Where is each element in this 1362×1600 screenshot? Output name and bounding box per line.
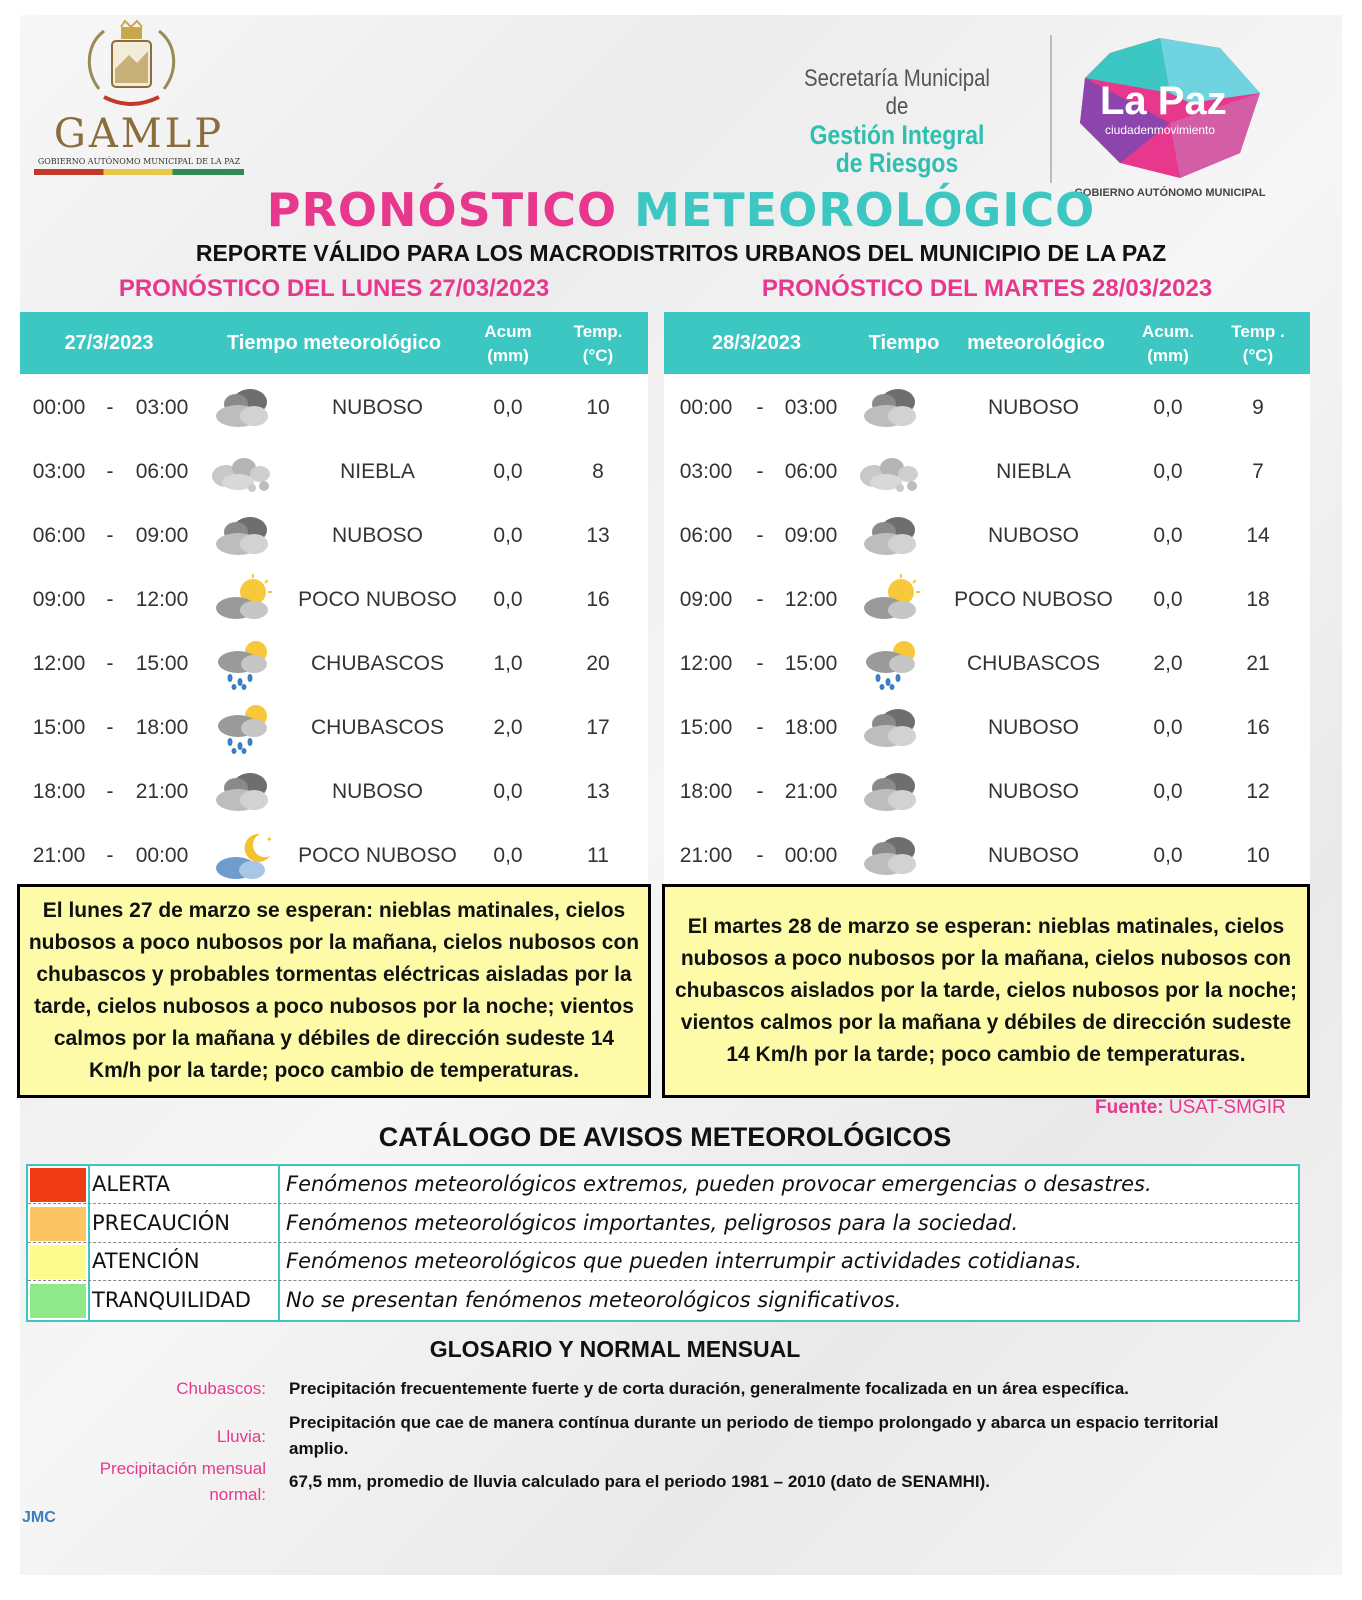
partly-cloudy-icon bbox=[856, 574, 926, 626]
showers-icon bbox=[208, 702, 278, 754]
glossary-def-normal: 67,5 mm, promedio de lluvia calculado para el periodo 1981 – 2010 (dato de SENAMHI). bbox=[289, 1472, 991, 1491]
condition: NUBOSO bbox=[987, 524, 1079, 547]
time-from: 21:00 bbox=[679, 844, 733, 867]
temperature: 10 bbox=[586, 396, 610, 419]
temperature: 18 bbox=[1246, 588, 1270, 611]
col-acum-unit: (mm) bbox=[1147, 346, 1189, 365]
condition: NUBOSO bbox=[987, 716, 1079, 739]
table-row bbox=[664, 440, 1310, 504]
time-separator: - bbox=[756, 588, 764, 611]
time-separator: - bbox=[106, 588, 114, 611]
precipitation: 1,0 bbox=[493, 652, 523, 675]
title-part-1: PRONÓSTICO bbox=[266, 183, 618, 237]
day-heading-monday: PRONÓSTICO DEL LUNES 27/03/2023 bbox=[118, 275, 550, 302]
glossary-term-normal-2: normal: bbox=[209, 1485, 266, 1504]
forecast-table-tuesday bbox=[664, 312, 1310, 885]
catalog-row bbox=[28, 1282, 1298, 1320]
col-date: 27/3/2023 bbox=[64, 332, 154, 354]
fog-icon bbox=[208, 446, 278, 498]
flag-stripe bbox=[34, 169, 244, 175]
precipitation: 2,0 bbox=[493, 716, 523, 739]
temperature: 10 bbox=[1246, 844, 1270, 867]
cloudy-icon bbox=[856, 830, 926, 882]
precipitation: 2,0 bbox=[1153, 652, 1183, 675]
time-to: 06:00 bbox=[135, 460, 189, 483]
col-acum-label: Acum. bbox=[1142, 322, 1194, 341]
col-temp bbox=[1220, 320, 1296, 368]
level-color-swatch bbox=[30, 1168, 86, 1202]
cloudy-icon bbox=[208, 766, 278, 818]
time-separator: - bbox=[756, 524, 764, 547]
condition: POCO NUBOSO bbox=[298, 844, 457, 867]
time-from: 12:00 bbox=[32, 652, 86, 675]
temperature: 14 bbox=[1246, 524, 1270, 547]
glossary-term-normal-1: Precipitación mensual bbox=[99, 1459, 266, 1478]
time-separator: - bbox=[756, 716, 764, 739]
time-separator: - bbox=[106, 780, 114, 803]
time-to: 00:00 bbox=[135, 844, 189, 867]
smgir-line2: Gestión Integral bbox=[809, 120, 985, 150]
time-to: 21:00 bbox=[135, 780, 189, 803]
col-acum-label: Acum bbox=[484, 322, 532, 341]
time-to: 09:00 bbox=[135, 524, 189, 547]
cloudy-icon bbox=[856, 510, 926, 562]
temperature: 7 bbox=[1252, 460, 1264, 483]
gamlp-subtitle: GOBIERNO AUTÓNOMO MUNICIPAL DE LA PAZ bbox=[37, 157, 241, 166]
page-subtitle: REPORTE VÁLIDO PARA LOS MACRODISTRITOS URBANOS DEL MUNICIPIO DE LA PAZ bbox=[195, 240, 1167, 266]
table-row bbox=[664, 504, 1310, 568]
col-temp-unit: (°C) bbox=[582, 346, 614, 365]
time-from: 09:00 bbox=[32, 588, 86, 611]
precipitation: 0,0 bbox=[493, 460, 523, 483]
condition: CHUBASCOS bbox=[310, 716, 445, 739]
precipitation: 0,0 bbox=[1153, 524, 1183, 547]
temperature: 13 bbox=[586, 780, 610, 803]
table-row bbox=[20, 632, 648, 696]
level-name: ATENCIÓN bbox=[92, 1249, 200, 1273]
condition: NIEBLA bbox=[996, 460, 1071, 483]
time-separator: - bbox=[106, 652, 114, 675]
table-row bbox=[20, 504, 648, 568]
glossary-term-lluvia: Lluvia: bbox=[216, 1427, 266, 1446]
time-from: 18:00 bbox=[679, 780, 733, 803]
table-row bbox=[664, 632, 1310, 696]
time-from: 03:00 bbox=[679, 460, 733, 483]
time-separator: - bbox=[106, 716, 114, 739]
col-weather: Tiempo meteorológico bbox=[226, 332, 442, 354]
table-row bbox=[20, 760, 648, 824]
catalog-row bbox=[28, 1166, 1298, 1204]
time-separator: - bbox=[756, 844, 764, 867]
time-from: 21:00 bbox=[32, 844, 86, 867]
smgir-line3: de Riesgos bbox=[835, 148, 959, 178]
time-separator: - bbox=[756, 396, 764, 419]
showers-icon bbox=[856, 638, 926, 690]
col-acum bbox=[470, 320, 546, 368]
time-from: 15:00 bbox=[679, 716, 733, 739]
time-separator: - bbox=[756, 780, 764, 803]
time-to: 12:00 bbox=[784, 588, 838, 611]
fog-icon bbox=[856, 446, 926, 498]
smgir-logo bbox=[772, 65, 1022, 177]
precipitation: 0,0 bbox=[493, 780, 523, 803]
time-to: 03:00 bbox=[135, 396, 189, 419]
time-to: 09:00 bbox=[784, 524, 838, 547]
catalog-row bbox=[28, 1205, 1298, 1243]
temperature: 21 bbox=[1246, 652, 1270, 675]
condition: NUBOSO bbox=[331, 780, 423, 803]
table-row bbox=[20, 440, 648, 504]
cloudy-icon bbox=[856, 382, 926, 434]
time-to: 03:00 bbox=[784, 396, 838, 419]
cloudy-icon bbox=[856, 766, 926, 818]
condition: CHUBASCOS bbox=[310, 652, 445, 675]
table-header bbox=[664, 312, 1310, 374]
time-to: 06:00 bbox=[784, 460, 838, 483]
glossary-def-chubascos: Precipitación frecuentemente fuerte y de corta duración, generalmente focalizada en un área específica. bbox=[289, 1379, 1129, 1398]
time-from: 18:00 bbox=[32, 780, 86, 803]
temperature: 11 bbox=[587, 844, 609, 867]
time-to: 15:00 bbox=[784, 652, 838, 675]
table-row bbox=[664, 568, 1310, 632]
glossary-title: GLOSARIO Y NORMAL MENSUAL bbox=[429, 1336, 801, 1362]
glossary-term-normal bbox=[40, 1456, 266, 1508]
condition: NUBOSO bbox=[987, 780, 1079, 803]
la-paz-title: La Paz bbox=[1100, 79, 1227, 123]
col-acum bbox=[1130, 320, 1206, 368]
time-from: 12:00 bbox=[679, 652, 733, 675]
table-row bbox=[664, 376, 1310, 440]
time-from: 03:00 bbox=[32, 460, 86, 483]
level-name: TRANQUILIDAD bbox=[92, 1287, 251, 1312]
summary-text: El lunes 27 de marzo se esperan: nieblas matinales, cielos nubosos a poco nubosos por la mañana, cielos nubosos con chubascos y probables tormentas eléctricas aisladas por la tarde, cielos nubosos a poco nubosos por la noche; vientos calmos por la mañana y débiles de dirección sudeste 14 Km/h por la tarde; poco cambio de temperaturas. bbox=[28, 899, 640, 1082]
level-color-swatch bbox=[30, 1207, 86, 1241]
condition: CHUBASCOS bbox=[966, 652, 1101, 675]
time-from: 00:00 bbox=[32, 396, 86, 419]
time-separator: - bbox=[106, 396, 114, 419]
glossary-def-lluvia: Precipitación que cae de manera contínua durante un periodo de tiempo prolongado y abarca un espacio territorial amplio. bbox=[289, 1413, 1219, 1458]
col-temp-label: Temp. bbox=[573, 322, 623, 341]
time-to: 18:00 bbox=[135, 716, 189, 739]
catalog-row bbox=[28, 1243, 1298, 1281]
level-description: Fenómenos meteorológicos importantes, peligrosos para la sociedad. bbox=[286, 1210, 1019, 1235]
level-description: Fenómenos meteorológicos extremos, pueden provocar emergencias o desastres. bbox=[286, 1172, 1152, 1196]
time-from: 00:00 bbox=[679, 396, 733, 419]
condition: NUBOSO bbox=[331, 396, 423, 419]
condition: NUBOSO bbox=[331, 524, 423, 547]
summary-tuesday bbox=[662, 884, 1310, 1098]
day-heading-tuesday: PRONÓSTICO DEL MARTES 28/03/2023 bbox=[761, 275, 1213, 302]
time-from: 06:00 bbox=[32, 524, 86, 547]
precipitation: 0,0 bbox=[1153, 588, 1183, 611]
precipitation: 0,0 bbox=[1153, 460, 1183, 483]
table-row bbox=[664, 824, 1310, 888]
col-temp bbox=[560, 320, 636, 368]
time-to: 00:00 bbox=[784, 844, 838, 867]
time-separator: - bbox=[756, 652, 764, 675]
time-separator: - bbox=[106, 460, 114, 483]
la-paz-logo bbox=[1070, 33, 1270, 198]
precipitation: 0,0 bbox=[1153, 844, 1183, 867]
source-note bbox=[1095, 1097, 1286, 1119]
source-value: USAT-SMGIR bbox=[1168, 1097, 1286, 1118]
gamlp-logo bbox=[24, 17, 254, 177]
temperature: 16 bbox=[586, 588, 610, 611]
precipitation: 0,0 bbox=[1153, 396, 1183, 419]
gamlp-name: GAMLP bbox=[53, 111, 225, 157]
cloudy-icon bbox=[208, 510, 278, 562]
table-row bbox=[664, 696, 1310, 760]
temperature: 20 bbox=[586, 652, 610, 675]
time-separator: - bbox=[756, 460, 764, 483]
temperature: 8 bbox=[592, 460, 604, 483]
time-to: 21:00 bbox=[784, 780, 838, 803]
svg-text:✦: ✦ bbox=[266, 835, 273, 844]
cloudy-icon bbox=[208, 382, 278, 434]
temperature: 17 bbox=[586, 716, 610, 739]
coat-of-arms-icon bbox=[79, 19, 184, 111]
col-temp-unit: (°C) bbox=[1242, 346, 1274, 365]
precipitation: 0,0 bbox=[493, 396, 523, 419]
warning-catalog bbox=[26, 1164, 1300, 1322]
title-part-2: METEOROLÓGICO bbox=[634, 183, 1096, 237]
la-paz-government: GOBIERNO AUTÓNOMO MUNICIPAL bbox=[1074, 187, 1266, 199]
time-from: 09:00 bbox=[679, 588, 733, 611]
col-acum-unit: (mm) bbox=[487, 346, 529, 365]
time-to: 18:00 bbox=[784, 716, 838, 739]
partly-cloudy-icon bbox=[208, 574, 278, 626]
col-date: 28/3/2023 bbox=[712, 332, 801, 354]
precipitation: 0,0 bbox=[1153, 780, 1183, 803]
level-color-swatch bbox=[30, 1245, 86, 1279]
precipitation: 0,0 bbox=[1153, 716, 1183, 739]
condition: POCO NUBOSO bbox=[954, 588, 1113, 611]
time-to: 15:00 bbox=[135, 652, 189, 675]
col-weather-1: Tiempo bbox=[868, 332, 940, 354]
table-row bbox=[20, 568, 648, 632]
source-label: Fuente: bbox=[1095, 1097, 1164, 1118]
precipitation: 0,0 bbox=[493, 524, 523, 547]
page-title bbox=[20, 183, 1342, 237]
header bbox=[20, 15, 1342, 199]
table-header bbox=[20, 312, 648, 374]
level-color-swatch bbox=[30, 1284, 86, 1318]
glossary-term-chubascos: Chubascos: bbox=[176, 1379, 266, 1398]
temperature: 16 bbox=[1246, 716, 1270, 739]
temperature: 12 bbox=[1246, 780, 1270, 803]
condition: POCO NUBOSO bbox=[298, 588, 457, 611]
condition: NUBOSO bbox=[987, 844, 1079, 867]
header-divider bbox=[1050, 35, 1052, 183]
summary-monday bbox=[17, 884, 651, 1098]
author-initials: JMC bbox=[22, 1509, 56, 1526]
time-to: 12:00 bbox=[135, 588, 189, 611]
col-weather-2: meteorológico bbox=[967, 332, 1105, 354]
level-description: No se presentan fenómenos meteorológicos significativos. bbox=[286, 1287, 902, 1312]
temperature: 13 bbox=[586, 524, 610, 547]
precipitation: 0,0 bbox=[493, 844, 523, 867]
table-row bbox=[20, 696, 648, 760]
table-row bbox=[664, 760, 1310, 824]
level-description: Fenómenos meteorológicos que pueden interrumpir actividades cotidianas. bbox=[286, 1249, 1082, 1273]
level-name: PRECAUCIÓN bbox=[92, 1210, 231, 1235]
condition: NUBOSO bbox=[987, 396, 1079, 419]
time-from: 06:00 bbox=[679, 524, 733, 547]
time-separator: - bbox=[106, 524, 114, 547]
cloudy-icon bbox=[856, 702, 926, 754]
time-from: 15:00 bbox=[32, 716, 86, 739]
precipitation: 0,0 bbox=[493, 588, 523, 611]
time-separator: - bbox=[106, 844, 114, 867]
night-partly-cloudy-icon bbox=[208, 830, 278, 882]
col-temp-label: Temp . bbox=[1231, 322, 1285, 341]
catalog-title: CATÁLOGO DE AVISOS METEOROLÓGICOS bbox=[378, 1122, 952, 1152]
summary-text: El martes 28 de marzo se esperan: nieblas matinales, cielos nubosos a poco nubosos por la mañana, cielos nubosos con chubascos aislados por la tarde, cielos nubosos por la noche; vientos calmos por la mañana y débiles de dirección sudeste 14 Km/h por la tarde; poco cambio de temperaturas. bbox=[675, 915, 1297, 1066]
table-row bbox=[20, 824, 648, 888]
forecast-table-monday bbox=[20, 312, 648, 885]
showers-icon bbox=[208, 638, 278, 690]
la-paz-tagline: ciudadenmovimiento bbox=[1105, 123, 1216, 137]
table-row bbox=[20, 376, 648, 440]
level-name: ALERTA bbox=[92, 1172, 170, 1196]
temperature: 9 bbox=[1252, 396, 1264, 419]
smgir-line1: Secretaría Municipal de bbox=[804, 65, 990, 120]
condition: NIEBLA bbox=[340, 460, 415, 483]
